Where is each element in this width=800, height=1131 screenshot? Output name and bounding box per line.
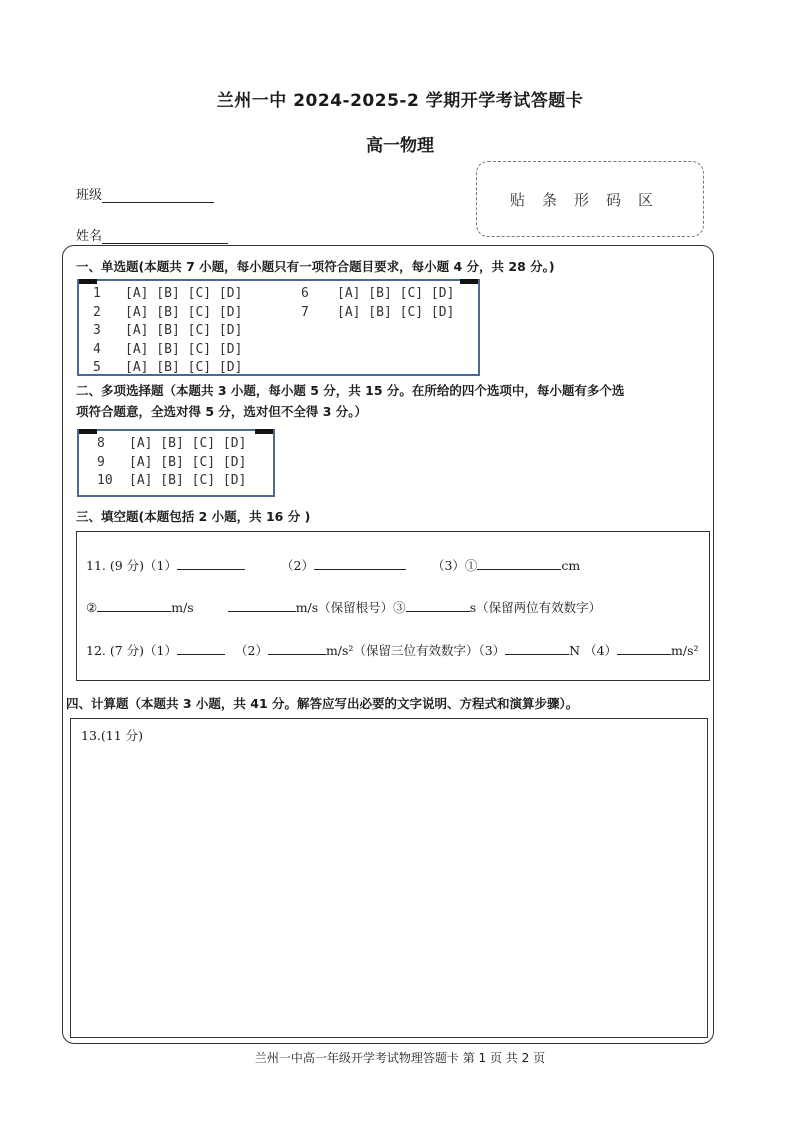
choice-row-3[interactable]: 3 [A] [B] [C] [D] (93, 323, 243, 338)
unit-a: m/s²（保留三位有效数字）（3） (325, 643, 506, 658)
corner-mark (79, 279, 97, 284)
q11-part2-label: （2） (281, 558, 314, 573)
q12-blank-2[interactable] (268, 642, 326, 655)
class-label: 班级 (76, 188, 103, 203)
single-choice-box (77, 279, 480, 376)
unit-s: s（保留两位有效数字） (469, 600, 602, 615)
section1-heading: 一、单选题(本题共 7 小题，每小题只有一项符合题目要求，每小题 4 分，共 28 分。) (76, 259, 555, 274)
q11-blank-2[interactable] (314, 557, 406, 570)
class-field[interactable] (76, 184, 214, 203)
q12-blank-4[interactable] (617, 642, 671, 655)
choice-row-10[interactable]: 10 [A] [B] [C] [D] (97, 473, 247, 488)
q12-part2-label: （2） (235, 643, 268, 658)
choice-row-6[interactable]: 6 [A] [B] [C] [D] (301, 286, 455, 301)
choice-row-1[interactable]: 1 [A] [B] [C] [D] (93, 286, 243, 301)
single-choice-left-column (93, 285, 242, 378)
section2-heading-line1: 二、多项选择题（本题共 3 小题，每小题 5 分，共 15 分。在所给的四个选项中，每小题有多个选 (76, 383, 625, 398)
corner-mark (79, 429, 97, 434)
q11-blank-4[interactable] (97, 599, 171, 612)
corner-mark (460, 279, 478, 284)
q11-line1 (86, 556, 580, 574)
choice-row-8[interactable]: 8 [A] [B] [C] [D] (97, 436, 247, 451)
choice-row-5[interactable]: 5 [A] [B] [C] [D] (93, 360, 243, 375)
class-blank[interactable] (102, 188, 214, 203)
unit-cm: cm (561, 558, 581, 573)
q13-answer-area[interactable] (70, 718, 708, 1038)
unit-ms: m/s (171, 600, 194, 615)
choice-row-2[interactable]: 2 [A] [B] [C] [D] (93, 304, 243, 320)
page-footer: 兰州一中高一年级开学考试物理答题卡 第 1 页 共 2 页 (254, 1051, 546, 1065)
q11-prefix: 11. (9 分)（1） (86, 558, 177, 573)
multi-choice-box (77, 429, 275, 497)
name-field[interactable] (76, 225, 228, 244)
q12-blank-1[interactable] (177, 642, 225, 655)
q11-part4-label: ② (86, 600, 98, 615)
unit-a2: m/s² (671, 643, 699, 658)
q12-prefix: 12. (7 分)（1） (86, 643, 177, 658)
q13-label: 13.(11 分) (81, 728, 144, 743)
unit-ms-root: m/s（保留根号）③ (295, 600, 406, 615)
multi-choice-column (97, 435, 246, 491)
q11-blank-6[interactable] (406, 599, 470, 612)
section2-heading-line2: 项符合题意，全选对得 5 分，选对但不全得 3 分。） (76, 404, 368, 419)
choice-row-4[interactable]: 4 [A] [B] [C] [D] (93, 341, 243, 357)
name-label: 姓名 (76, 229, 103, 244)
section3-heading: 三、填空题(本题包括 2 小题，共 16 分 ) (76, 509, 311, 524)
choice-row-9[interactable]: 9 [A] [B] [C] [D] (97, 454, 247, 470)
q11-part3-label: （3）① (431, 558, 478, 573)
q11-blank-1[interactable] (177, 557, 245, 570)
unit-n: N （4） (569, 643, 618, 658)
barcode-area: 贴条形码区 (476, 161, 704, 237)
section4-heading: 四、计算题（本题共 3 小题，共 41 分。解答应写出必要的文字说明、方程式和演算步骤）。 (66, 696, 579, 711)
sheet-title: 兰州一中 2024-2025-2 学期开学考试答题卡 (216, 91, 584, 111)
q12-line (86, 641, 699, 659)
q11-blank-3[interactable] (477, 557, 561, 570)
q11-line2 (86, 598, 601, 616)
q11-blank-5[interactable] (228, 599, 296, 612)
single-choice-right-column (301, 285, 454, 322)
choice-row-7[interactable]: 7 [A] [B] [C] [D] (301, 304, 455, 320)
subject-title: 高一物理 (366, 136, 434, 156)
q12-blank-3[interactable] (505, 642, 569, 655)
name-blank[interactable] (102, 229, 228, 244)
corner-mark (255, 429, 273, 434)
